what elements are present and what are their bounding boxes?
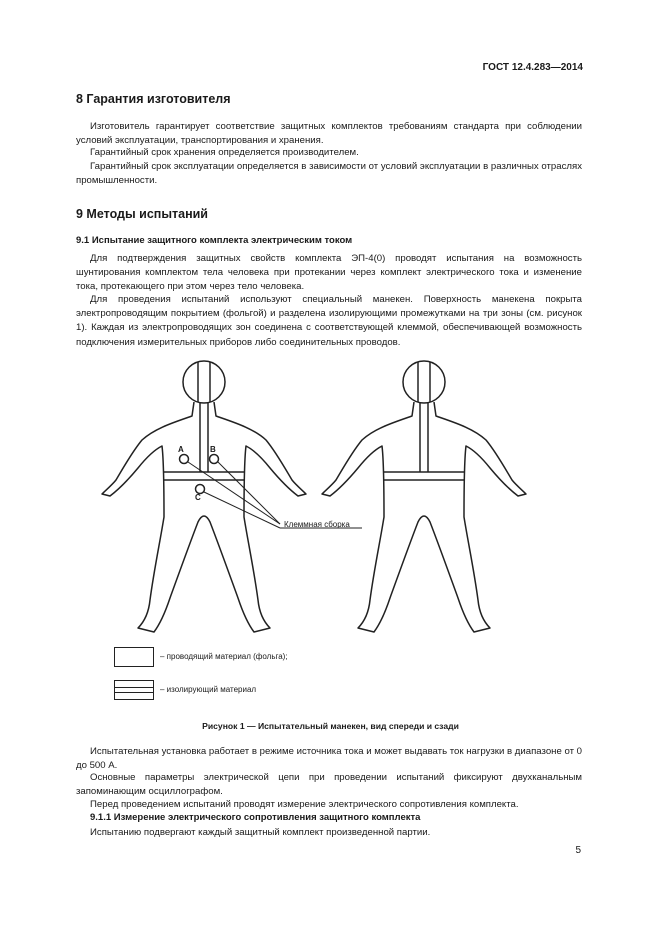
conductive-material-label: – проводящий материал (фольга); — [160, 652, 288, 661]
section-8-paragraph-3: Гарантийный срок эксплуатации определяется в зависимости от условий эксплуатации в различных отраслях промышленности. — [76, 161, 582, 187]
page-number: 5 — [575, 845, 581, 856]
section-8-paragraph-1: Изготовитель гарантирует соответствие защитных комплектов требованиям стандарта при соблюдении условий эксплуатации, транспортирования и хранения. — [76, 121, 582, 147]
section-9-paragraph-2: Для проведения испытаний используют специальный манекен. Поверхность манекена покрыта электропроводящим покрытием (фольгой) и разделена изолирующими промежутками на три зоны (см. рисунок 1). Каждая из электропроводящих зон соединена с соответствующей клеммой, обеспечивающей возможность подключения измерительных приборов либо соединительных проводов. — [76, 294, 582, 348]
section-9-paragraph-1: Для подтверждения защитных свойств комплекта ЭП-4(0) проводят испытания на возможность шунтирования комплектом тела человека при протекании через комплект электрического тока и изменение тока, протекающего при этом через тело человека. — [76, 253, 582, 293]
subsection-9-1-title: 9.1 Испытание защитного комплекта электрическим током — [76, 235, 353, 246]
oscilloscope-paragraph: Основные параметры электрической цепи при проведении испытаний фиксируют двухканальным запоминающим осциллографом. — [76, 772, 582, 798]
mannequin-back — [322, 361, 526, 632]
batch-test-paragraph: Испытанию подвергают каждый защитный комплект произведенной партии. — [90, 827, 431, 838]
point-a-label: A — [178, 445, 184, 454]
point-c-label: C — [195, 493, 201, 502]
insulating-material-label: – изолирующий материал — [160, 685, 257, 694]
section-9-title: 9 Методы испытаний — [76, 207, 208, 221]
resistance-paragraph: Перед проведением испытаний проводят измерение электрического сопротивления комплекта. — [90, 799, 519, 810]
terminal-block-label: Клеммная сборка — [284, 520, 350, 529]
subsection-9-1-1-title: 9.1.1 Измерение электрического сопротивления защитного комплекта — [90, 812, 421, 823]
mannequin-figure — [80, 352, 580, 652]
standard-header: ГОСТ 12.4.283—2014 — [482, 62, 583, 73]
conductive-material-swatch — [114, 647, 154, 667]
mannequin-front — [102, 361, 362, 632]
section-8-title: 8 Гарантия изготовителя — [76, 92, 231, 106]
insulating-material-swatch — [114, 680, 154, 700]
test-setup-paragraph: Испытательная установка работает в режиме источника тока и может выдавать ток нагрузки в диапазоне от 0 до 500 А. — [76, 746, 582, 772]
figure-caption: Рисунок 1 — Испытательный манекен, вид спереди и сзади — [202, 721, 459, 731]
point-b-label: B — [210, 445, 216, 454]
section-8-paragraph-2: Гарантийный срок хранения определяется производителем. — [90, 147, 359, 158]
